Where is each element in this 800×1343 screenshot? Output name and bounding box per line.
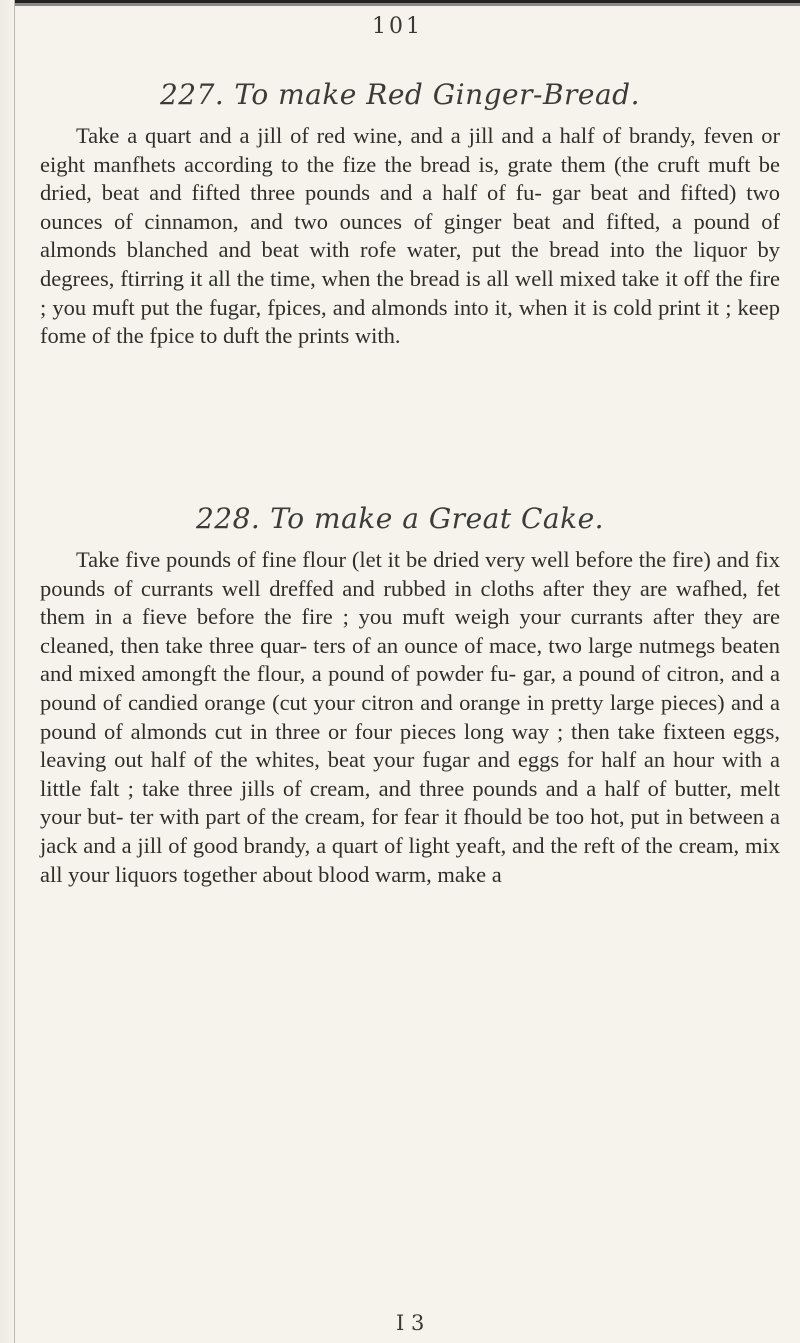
recipe-text-228 bbox=[40, 546, 780, 889]
recipe-heading-227 bbox=[30, 78, 770, 111]
recipe-title: To make Red Ginger-Bread. bbox=[234, 78, 640, 111]
recipe-number: 227. bbox=[159, 78, 225, 111]
recipe-title: To make a Great Cake. bbox=[270, 502, 605, 535]
page-number: 101 bbox=[372, 14, 423, 39]
recipe-number: 228. bbox=[195, 502, 261, 535]
left-gutter bbox=[0, 0, 15, 1343]
recipe-body: Take a quart and a jill of red wine, and a jill and a half of brandy, feven or eight manfhets according to the fize the bread is, grate them (the cruft muft be dried, beat and fifted three pounds and a half of fu- gar beat and fifted) two ounces of cinnamon, and two ounces of ginger beat and fifted, a pound of almonds blanched and beat with rofe water, put the bread into the liquor by degrees, ftirring it all the time, when the bread is all well mixed take it off the fire ; you muft put the fugar, fpices, and almonds into it, when it is cold print it ; keep fome of the fpice to duft the prints with. bbox=[40, 123, 780, 349]
signature-mark: I 3 bbox=[396, 1311, 425, 1335]
recipe-text-227 bbox=[40, 122, 780, 351]
recipe-body: Take five pounds of fine flour (let it be dried very well before the fire) and fix pounds of currants well dreffed and rubbed in cloths after they are wafhed, fet them in a fieve before the fire ; you muft weigh your currants after they are cleaned, then take three quar- ters of an ounce of mace, two large nutmegs beaten and mixed amongft the flour, a pound of powder fu- gar, a pound of citron, and a pound of candied orange (cut your citron and orange in pretty large pieces) and a pound of almonds cut in three or four pieces long way ; then take fixteen eggs, leaving out half of the whites, beat your fugar and eggs for half an hour with a little falt ; take three jills of cream, and three pounds and a half of butter, melt your but- ter with part of the cream, for fear it fhould be too hot, put in between a jack and a jill of good brandy, a quart of light yeaft, and the reft of the cream, mix all your liquors together about blood warm, make a bbox=[40, 547, 780, 887]
recipe-heading-228 bbox=[30, 502, 770, 535]
top-rule bbox=[0, 0, 800, 6]
